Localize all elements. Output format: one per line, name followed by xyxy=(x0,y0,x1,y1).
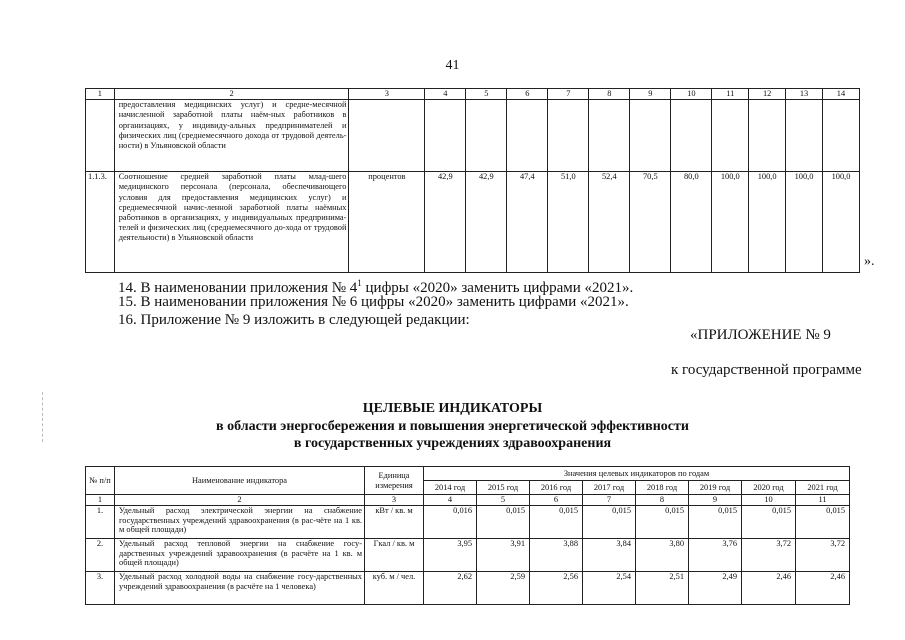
unit: куб. м / чел. xyxy=(365,572,424,605)
header-cell: 1 xyxy=(86,89,115,100)
row-number: 3. xyxy=(86,572,115,605)
value-cell: 3,95 xyxy=(424,539,477,572)
value-cell: 0,015 xyxy=(689,506,742,539)
paragraph-16: 16. Приложение № 9 изложить в следующей редакции: xyxy=(118,312,470,328)
index-cell: 4 xyxy=(424,495,477,506)
index-cell: 3 xyxy=(365,495,424,506)
header-cell: 14 xyxy=(822,89,859,100)
index-cell: 6 xyxy=(530,495,583,506)
unit: Гкал / кв. м xyxy=(365,539,424,572)
indicator-name: Соотношение средней заработной платы млад-шего медицинского персонала (персонала, обеспечивающего условия для предоставления медицинских услуг) и среднемесячной начис-ленной заработной платы наёмных работников в организациях, у индивидуальных предпринима-телей и физических лиц (среднемесячного до-хода от трудовой деятельности) в Ульяновской области xyxy=(114,172,349,273)
continuation-text: предоставления медицинских услуг) и средне-месячной начисленной заработной платы наём-ных работников в организациях, у индивиду-альных предпринимателей и физических лиц (среднемесячного дохода от трудовой деятель-ности) в Ульяновской области xyxy=(114,100,349,172)
value-cell: 47,4 xyxy=(507,172,548,273)
value-cell: 0,015 xyxy=(796,506,850,539)
header-cell: 5 xyxy=(466,89,507,100)
header-cell: 7 xyxy=(548,89,589,100)
title-line-3: в государственных учреждениях здравоохранения xyxy=(293,436,612,451)
col-name-header: Наименование индикатора xyxy=(115,467,365,495)
closing-quote: ». xyxy=(864,254,875,269)
index-cell: 10 xyxy=(742,495,796,506)
col-values-header: Значения целевых индикаторов по годам xyxy=(424,467,850,481)
table-row-continuation xyxy=(86,100,860,172)
indicator-name: Удельный расход электрической энергии на снабжение государственных учреждений здравоохранения (в рас-чёте на 1 кв. м общей площади) xyxy=(115,506,365,539)
row-number: 1. xyxy=(86,506,115,539)
unit: кВт / кв. м xyxy=(365,506,424,539)
table-row xyxy=(86,172,860,273)
value-cell: 80,0 xyxy=(671,172,712,273)
header-cell: 3 xyxy=(349,89,425,100)
index-cell: 8 xyxy=(636,495,689,506)
row-number: 2. xyxy=(86,539,115,572)
superscript: 1 xyxy=(357,278,362,288)
year-header: 2020 год xyxy=(742,481,796,495)
header-cell: 6 xyxy=(507,89,548,100)
indicator-name: Удельный расход холодной воды на снабжение госу-дарственных учреждений здравоохранения (в расчёте на 1 человека) xyxy=(115,572,365,605)
paragraph-15: 15. В наименовании приложения № 6 цифры «2020» заменить цифрами «2021». xyxy=(118,294,629,310)
value-cell: 0,016 xyxy=(424,506,477,539)
value-cell: 2,46 xyxy=(796,572,850,605)
table-row xyxy=(86,506,850,539)
col-num-header: № п/п xyxy=(86,467,115,495)
header-cell: 4 xyxy=(425,89,466,100)
index-cell: 7 xyxy=(583,495,636,506)
value-cell: 51,0 xyxy=(548,172,589,273)
value-cell: 0,015 xyxy=(530,506,583,539)
value-cell: 100,0 xyxy=(749,172,786,273)
col-unit-header: Единица измерения xyxy=(365,467,424,495)
column-index-row xyxy=(86,89,860,100)
header-cell: 13 xyxy=(786,89,823,100)
year-header: 2015 год xyxy=(477,481,530,495)
value-cell: 2,51 xyxy=(636,572,689,605)
value-cell: 0,015 xyxy=(742,506,796,539)
page-number: 41 xyxy=(445,58,460,73)
year-header: 2016 год xyxy=(530,481,583,495)
value-cell: 2,49 xyxy=(689,572,742,605)
value-cell: 3,80 xyxy=(636,539,689,572)
year-header: 2019 год xyxy=(689,481,742,495)
target-indicators-table xyxy=(85,466,850,605)
value-cell: 0,015 xyxy=(477,506,530,539)
value-cell: 2,54 xyxy=(583,572,636,605)
header-cell: 9 xyxy=(630,89,671,100)
value-cell: 100,0 xyxy=(712,172,749,273)
header-cell: 10 xyxy=(671,89,712,100)
header-cell: 12 xyxy=(749,89,786,100)
value-cell: 0,015 xyxy=(583,506,636,539)
year-header: 2014 год xyxy=(424,481,477,495)
value-cell: 3,88 xyxy=(530,539,583,572)
title-line-1: ЦЕЛЕВЫЕ ИНДИКАТОРЫ xyxy=(362,401,543,416)
value-cell: 3,72 xyxy=(796,539,850,572)
header-cell: 11 xyxy=(712,89,749,100)
value-cell: 42,9 xyxy=(466,172,507,273)
value-cell: 100,0 xyxy=(786,172,823,273)
value-cell: 2,62 xyxy=(424,572,477,605)
value-cell: 70,5 xyxy=(630,172,671,273)
index-cell: 11 xyxy=(796,495,850,506)
index-cell: 9 xyxy=(689,495,742,506)
value-cell: 3,84 xyxy=(583,539,636,572)
indicator-name: Удельный расход тепловой энергии на снабжение госу-дарственных учреждений здравоохранения (в расчёте на 1 кв. м общей площади) xyxy=(115,539,365,572)
row-number: 1.1.3. xyxy=(86,172,115,273)
year-header: 2017 год xyxy=(583,481,636,495)
scan-mark xyxy=(42,392,43,442)
appendix-subtitle: к государственной программе xyxy=(671,362,862,378)
year-header: 2021 год xyxy=(796,481,850,495)
table-row xyxy=(86,572,850,605)
unit: процентов xyxy=(349,172,425,273)
title-line-2: в области энергосбережения и повышения энергетической эффективности xyxy=(216,419,689,434)
header-cell: 8 xyxy=(589,89,630,100)
index-cell: 2 xyxy=(115,495,365,506)
indicators-table-continued xyxy=(85,88,860,273)
value-cell: 2,56 xyxy=(530,572,583,605)
header-row xyxy=(86,467,850,481)
column-index-row xyxy=(86,495,850,506)
index-cell: 5 xyxy=(477,495,530,506)
value-cell: 3,72 xyxy=(742,539,796,572)
value-cell: 3,76 xyxy=(689,539,742,572)
appendix-label: «ПРИЛОЖЕНИЕ № 9 xyxy=(690,327,831,343)
value-cell: 100,0 xyxy=(822,172,859,273)
year-header: 2018 год xyxy=(636,481,689,495)
value-cell: 3,91 xyxy=(477,539,530,572)
value-cell: 2,46 xyxy=(742,572,796,605)
paragraph-14-text-end: цифры «2020» заменить цифрами «2021». xyxy=(361,280,634,296)
paragraph-14-text: 14. В наименовании приложения № 4 xyxy=(118,280,358,296)
value-cell: 42,9 xyxy=(425,172,466,273)
table-row xyxy=(86,539,850,572)
value-cell: 52,4 xyxy=(589,172,630,273)
value-cell: 0,015 xyxy=(636,506,689,539)
index-cell: 1 xyxy=(86,495,115,506)
header-cell: 2 xyxy=(114,89,349,100)
value-cell: 2,59 xyxy=(477,572,530,605)
